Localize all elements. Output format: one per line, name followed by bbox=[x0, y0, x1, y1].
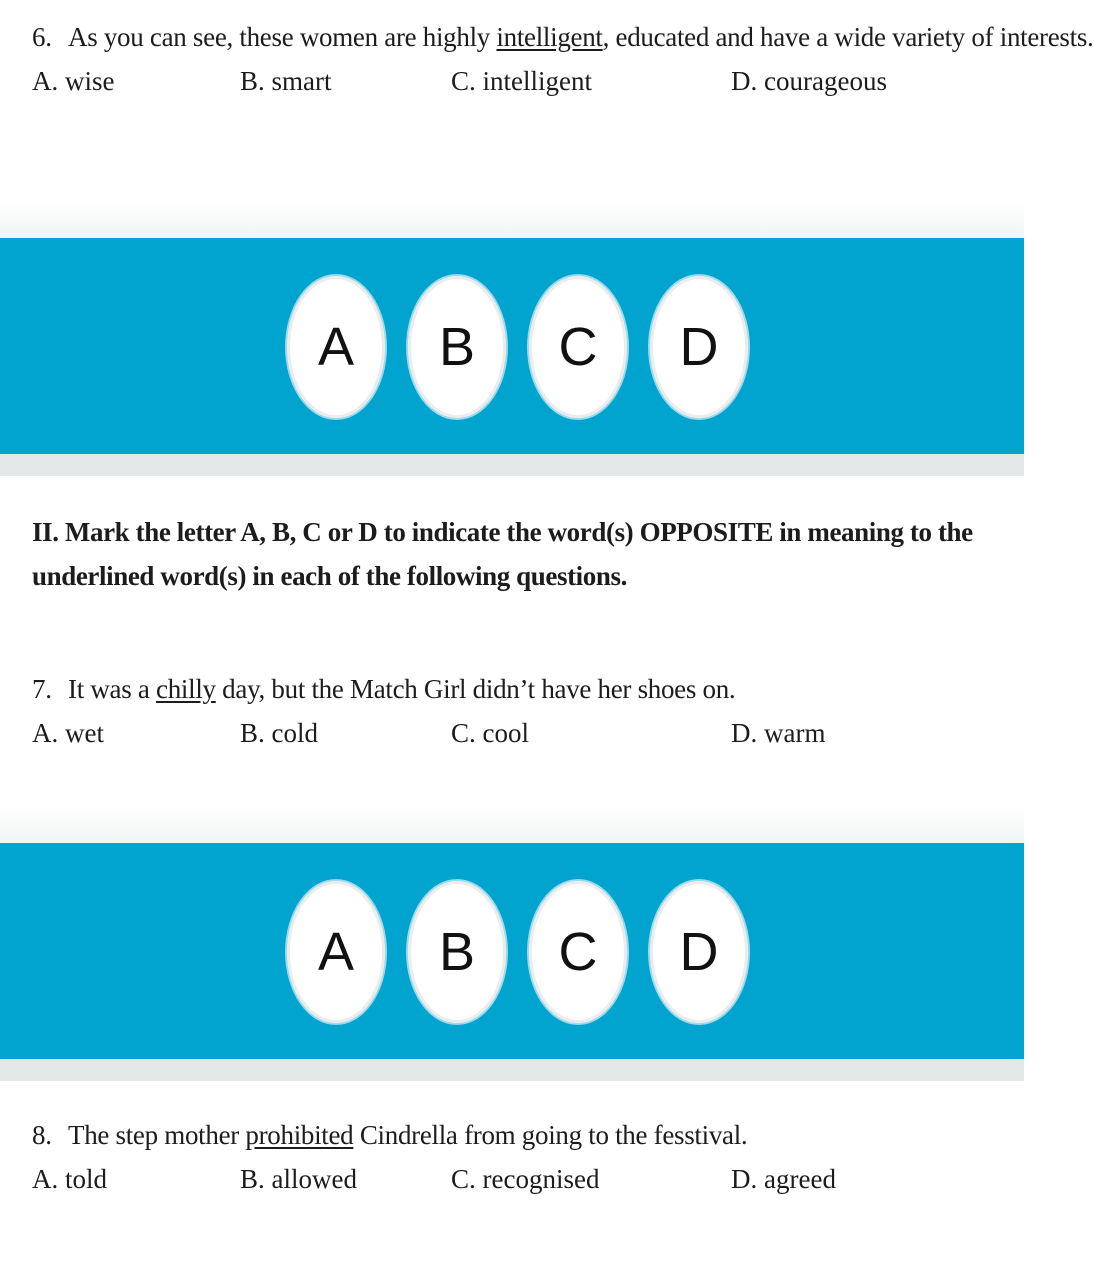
q7-option-a: A. wet bbox=[32, 718, 104, 748]
question-7-stem bbox=[32, 674, 735, 705]
stem-text: As you can see, these women are highly bbox=[68, 22, 497, 52]
question-number: 7. bbox=[32, 674, 52, 704]
question-8-stem bbox=[32, 1120, 747, 1151]
answer-button-a[interactable]: A bbox=[287, 276, 385, 418]
question-number: 6. bbox=[32, 22, 52, 52]
stem-text: Cindrella from going to the fesstival. bbox=[353, 1120, 748, 1150]
stem-text: It was a bbox=[68, 674, 157, 704]
answer-button-d[interactable]: D bbox=[650, 276, 748, 418]
answer-button-d[interactable]: D bbox=[650, 881, 748, 1023]
underlined-word: chilly bbox=[156, 674, 216, 704]
section-instruction: II. Mark the letter A, B, C or D to indicate the word(s) OPPOSITE in meaning to the underlined word(s) in each of the following questions. bbox=[32, 517, 973, 591]
answer-button-c[interactable]: C bbox=[529, 881, 627, 1023]
q6-option-c: C. intelligent bbox=[451, 66, 592, 96]
question-number: 8. bbox=[32, 1120, 52, 1150]
q7-option-c: C. cool bbox=[451, 718, 529, 748]
underlined-word: prohibited bbox=[245, 1120, 354, 1150]
q8-option-b: B. allowed bbox=[240, 1164, 357, 1194]
q7-option-b: B. cold bbox=[240, 718, 318, 748]
answer-button-a[interactable]: A bbox=[287, 881, 385, 1023]
q6-option-d: D. courageous bbox=[731, 66, 887, 96]
answer-button-b[interactable]: B bbox=[408, 276, 506, 418]
stem-text: day, but the Match Girl didn’t have her shoes on. bbox=[215, 674, 736, 704]
answer-button-c[interactable]: C bbox=[529, 276, 627, 418]
answer-band-2 bbox=[0, 805, 1024, 1081]
answer-band-1 bbox=[0, 200, 1024, 476]
stem-text: , educated and have a wide variety of interests. bbox=[602, 22, 1094, 52]
q6-option-b: B. smart bbox=[240, 66, 332, 96]
q8-option-c: C. recognised bbox=[451, 1164, 600, 1194]
underlined-word: intelligent bbox=[496, 22, 603, 52]
q7-option-d: D. warm bbox=[731, 718, 826, 748]
q8-option-d: D. agreed bbox=[731, 1164, 836, 1194]
q8-option-a: A. told bbox=[32, 1164, 108, 1194]
question-6-stem bbox=[32, 22, 1094, 53]
stem-text: The step mother bbox=[68, 1120, 246, 1150]
answer-button-b[interactable]: B bbox=[408, 881, 506, 1023]
q6-option-a: A. wise bbox=[32, 66, 115, 96]
